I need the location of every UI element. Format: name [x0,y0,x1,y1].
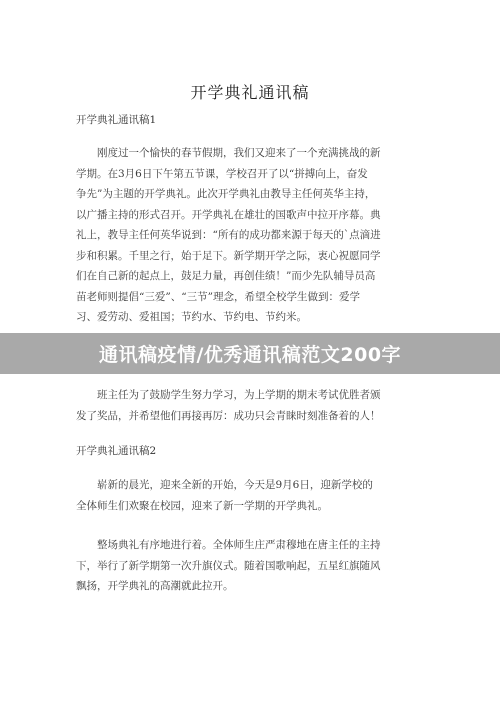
paragraph-1 [76,143,426,328]
document-title: 开学典礼通讯稿 [190,83,310,102]
paragraph-line: 以广播主持的形式召开。开学典礼在雄壮的国歌声中拉开序幕。典 [76,208,381,221]
paragraph-4 [76,535,426,597]
title-banner [0,333,500,374]
section-heading-1: 开学典礼通讯稿1 [76,114,157,126]
paragraph-line: 整场典礼有序地进行着。全体师生庄严肃穆地在唐主任的主持 [97,539,381,551]
paragraph-line: 飘扬，开学典礼的高潮就此拉开。 [76,580,234,592]
paragraph-line: 学期。在3月6日下午第五节课，学校召开了以“拼搏向上，奋发 [76,167,368,180]
paragraph-2 [76,385,426,426]
paragraph-line: 发了奖品，并希望他们再接再厉：成功只会青睐时刻准备着的人！ [76,409,381,422]
paragraph-line: 班主任为了鼓励学生努力学习，为上学期的期末考试优胜者颁 [97,389,381,401]
paragraph-line: 下，举行了新学期第一次升旗仪式。随着国歌响起，五星红旗随风 [76,559,381,572]
paragraph-line: 全体师生们欢聚在校园，迎来了新一学期的开学典礼。 [76,499,328,512]
paragraph-line: 争先”为主题的开学典礼。此次开学典礼由教导主任何英华主持， [76,188,376,200]
paragraph-line: 崭新的晨光，迎来全新的开始，今天是9月6日，迎新学校的 [97,479,373,491]
paragraph-line: 习、爱劳动、爱祖国；节约水、节约电、节约米。 [76,311,307,323]
paragraph-line: 们在自己新的起点上，鼓足力量，再创佳绩！”而少先队辅导员高 [76,270,376,282]
paragraph-line: 步和积累。千里之行，始于足下。新学期开学之际，衷心祝愿同学 [76,249,381,262]
paragraph-line: 礼上，教导主任何英华说到：“所有的成功都来源于每天的`点滴进 [76,229,381,241]
banner-title: 通讯稿疫情/优秀通讯稿范文200字 [98,344,402,366]
paragraph-line: 苗老师则提倡“三爱”、“三节”理念，希望全校学生做到：爱学 [76,290,360,303]
paragraph-line: 刚度过一个愉快的春节假期，我们又迎来了一个充满挑战的新 [97,147,381,159]
section-heading-2: 开学典礼通讯稿2 [76,445,157,457]
paragraph-3 [76,475,426,516]
